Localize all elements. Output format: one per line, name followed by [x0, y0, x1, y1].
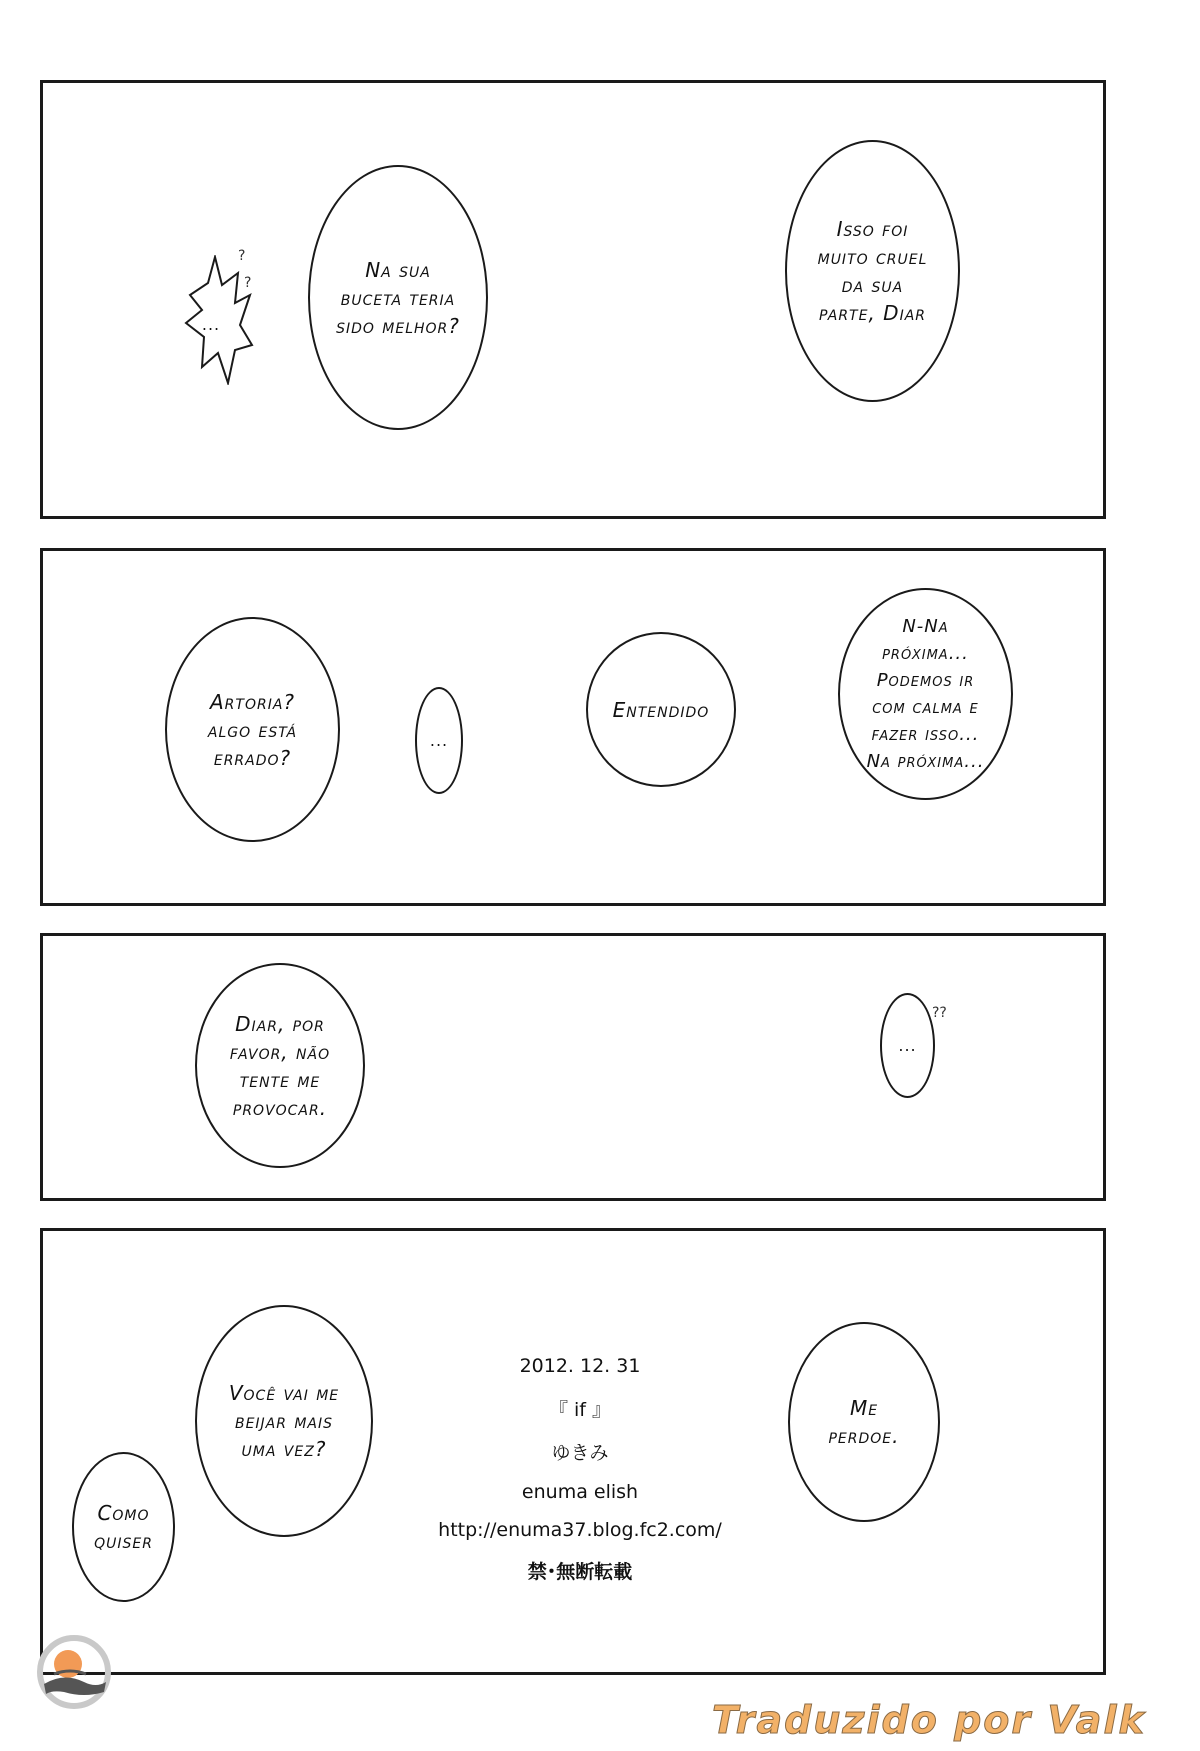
speech-bubble	[195, 1305, 373, 1537]
speech-bubble	[72, 1452, 175, 1602]
bubble-text: Como quiser	[94, 1501, 153, 1553]
speech-bubble	[838, 588, 1013, 800]
credits-notice: 禁･無断転載	[527, 1561, 633, 1583]
speech-bubble	[165, 617, 340, 842]
bubble-text: Na sua buceta teria sido melhor?	[336, 257, 460, 338]
bubble-text: ...	[429, 730, 449, 750]
bubble-text: Me perdoe.	[828, 1396, 900, 1448]
bubble-text: ...	[898, 1035, 917, 1055]
question-mark: ??	[932, 1005, 947, 1021]
bubble-text: Artoria? algo está errado?	[207, 689, 298, 770]
credits-title: 『 if 』	[548, 1399, 612, 1421]
bubble-text: ...	[201, 315, 221, 334]
spiky-bubble-text	[196, 310, 226, 340]
credits-block	[410, 1355, 750, 1584]
bubble-text: Você vai me beijar mais uma vez?	[228, 1381, 340, 1461]
bubble-text: Diar, por favor, não tente me provocar.	[229, 1011, 331, 1120]
speech-bubble	[415, 687, 463, 794]
credits-circle: enuma elish	[521, 1481, 639, 1503]
translator-watermark: Traduzido por Valk	[712, 1698, 1146, 1742]
speech-bubble	[788, 1322, 940, 1522]
bubble-text: Entendido	[612, 697, 710, 722]
speech-bubble	[195, 963, 365, 1168]
question-mark: ?	[238, 248, 246, 264]
credits-author: ゆきみ	[551, 1442, 609, 1464]
credits-url[interactable]: http://enuma37.blog.fc2.com/	[438, 1519, 722, 1541]
scanlator-logo-icon	[34, 1632, 114, 1712]
credits-date: 2012. 12. 31	[519, 1355, 641, 1377]
speech-bubble	[308, 165, 488, 430]
question-mark: ?	[244, 275, 252, 291]
bubble-text: Isso foi muito cruel da sua parte, Diar	[817, 217, 928, 325]
bubble-text: N-Na próxima... Podemos ir com calma e fazer isso... Na próxima...	[866, 616, 985, 772]
speech-bubble	[586, 632, 736, 787]
speech-bubble	[785, 140, 960, 402]
speech-bubble	[880, 993, 935, 1098]
